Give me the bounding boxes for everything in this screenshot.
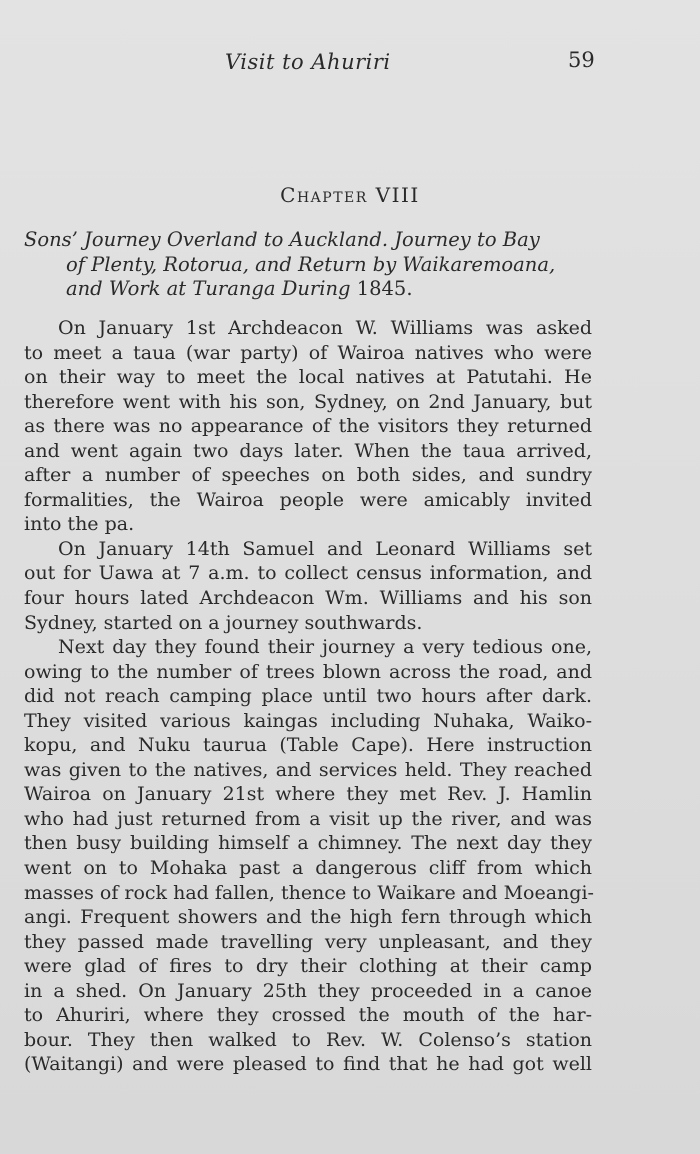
text-line: after a number of speeches on both sides, and sundry bbox=[24, 464, 592, 487]
text-line: as there was no appearance of the visitors they returned bbox=[24, 415, 592, 438]
text-line: Wairoa on January 21st where they met Rev. J. Hamlin bbox=[24, 783, 592, 806]
paragraph bbox=[24, 316, 592, 537]
text-line: four hours lated Archdeacon Wm. Williams and his son bbox=[24, 587, 592, 610]
text-line: to Ahuriri, where they crossed the mouth of the har- bbox=[24, 1004, 592, 1027]
text-line: kopu, and Nuku taurua (Table Cape). Here instruction bbox=[24, 734, 592, 757]
text-line: they passed made travelling very unpleasant, and they bbox=[24, 930, 592, 953]
text-line: angi. Frequent showers and the high fern through which bbox=[24, 906, 592, 929]
paragraph bbox=[24, 635, 592, 1077]
text-line: in a shed. On January 25th they proceeded in a canoe bbox=[24, 979, 592, 1002]
text-line: to meet a taua (war party) of Wairoa natives who were bbox=[24, 341, 592, 364]
text-line: were glad of fires to dry their clothing at their camp bbox=[24, 955, 592, 978]
text-line: They visited various kaingas including Nuhaka, Waiko- bbox=[24, 709, 592, 732]
text-line: formalities, the Wairoa people were amicably invited bbox=[24, 488, 592, 511]
text-line: then busy building himself a chimney. The next day they bbox=[24, 832, 592, 855]
text-line: owing to the number of trees blown across the road, and bbox=[24, 660, 592, 683]
text-line: was given to the natives, and services held. They reached bbox=[24, 758, 592, 781]
text-line: who had just returned from a visit up the river, and was bbox=[24, 807, 592, 830]
text-line: out for Uawa at 7 a.m. to collect census information, and bbox=[24, 562, 592, 585]
paragraph bbox=[24, 537, 592, 635]
text-line: therefore went with his son, Sydney, on 2nd January, but bbox=[24, 390, 592, 413]
page-number: 59 bbox=[568, 48, 595, 72]
subtitle-line: Sons’ Journey Overland to Auckland. Journey to Bay bbox=[24, 228, 540, 251]
subtitle-line: and Work at Turanga During 1845. bbox=[66, 277, 413, 300]
text-line: went on to Mohaka past a dangerous cliff from which bbox=[24, 857, 592, 880]
subtitle-line: of Plenty, Rotorua, and Return by Waikaremoana, bbox=[66, 252, 556, 276]
text-line: bour. They then walked to Rev. W. Colenso’s station bbox=[24, 1028, 592, 1051]
text-line: masses of rock had fallen, thence to Waikare and Moeangi- bbox=[24, 881, 594, 904]
text-line: On January 1st Archdeacon W. Williams was asked bbox=[58, 317, 592, 339]
text-line: Next day they found their journey a very tedious one, bbox=[58, 636, 592, 659]
chapter-subtitle bbox=[24, 228, 599, 302]
subtitle-year: 1845. bbox=[356, 277, 413, 300]
running-title: Visit to Ahuriri bbox=[225, 50, 391, 74]
chapter-heading bbox=[0, 183, 700, 207]
text-line: and went again two days later. When the taua arrived, bbox=[24, 439, 592, 462]
body-text bbox=[24, 316, 592, 1077]
text-line: On January 14th Samuel and Leonard Williams set bbox=[58, 537, 592, 560]
text-line: into the pa. bbox=[24, 513, 135, 536]
text-line: on their way to meet the local natives at Patutahi. He bbox=[24, 366, 592, 389]
chapter-heading-numeral: VIII bbox=[375, 183, 420, 207]
running-header bbox=[0, 46, 700, 76]
text-line: did not reach camping place until two hours after dark. bbox=[24, 685, 592, 708]
text-line: (Waitangi) and were pleased to find that he had got well bbox=[24, 1053, 592, 1076]
chapter-heading-word: Chapter bbox=[280, 183, 368, 207]
text-line: Sydney, started on a journey southwards. bbox=[24, 611, 423, 634]
